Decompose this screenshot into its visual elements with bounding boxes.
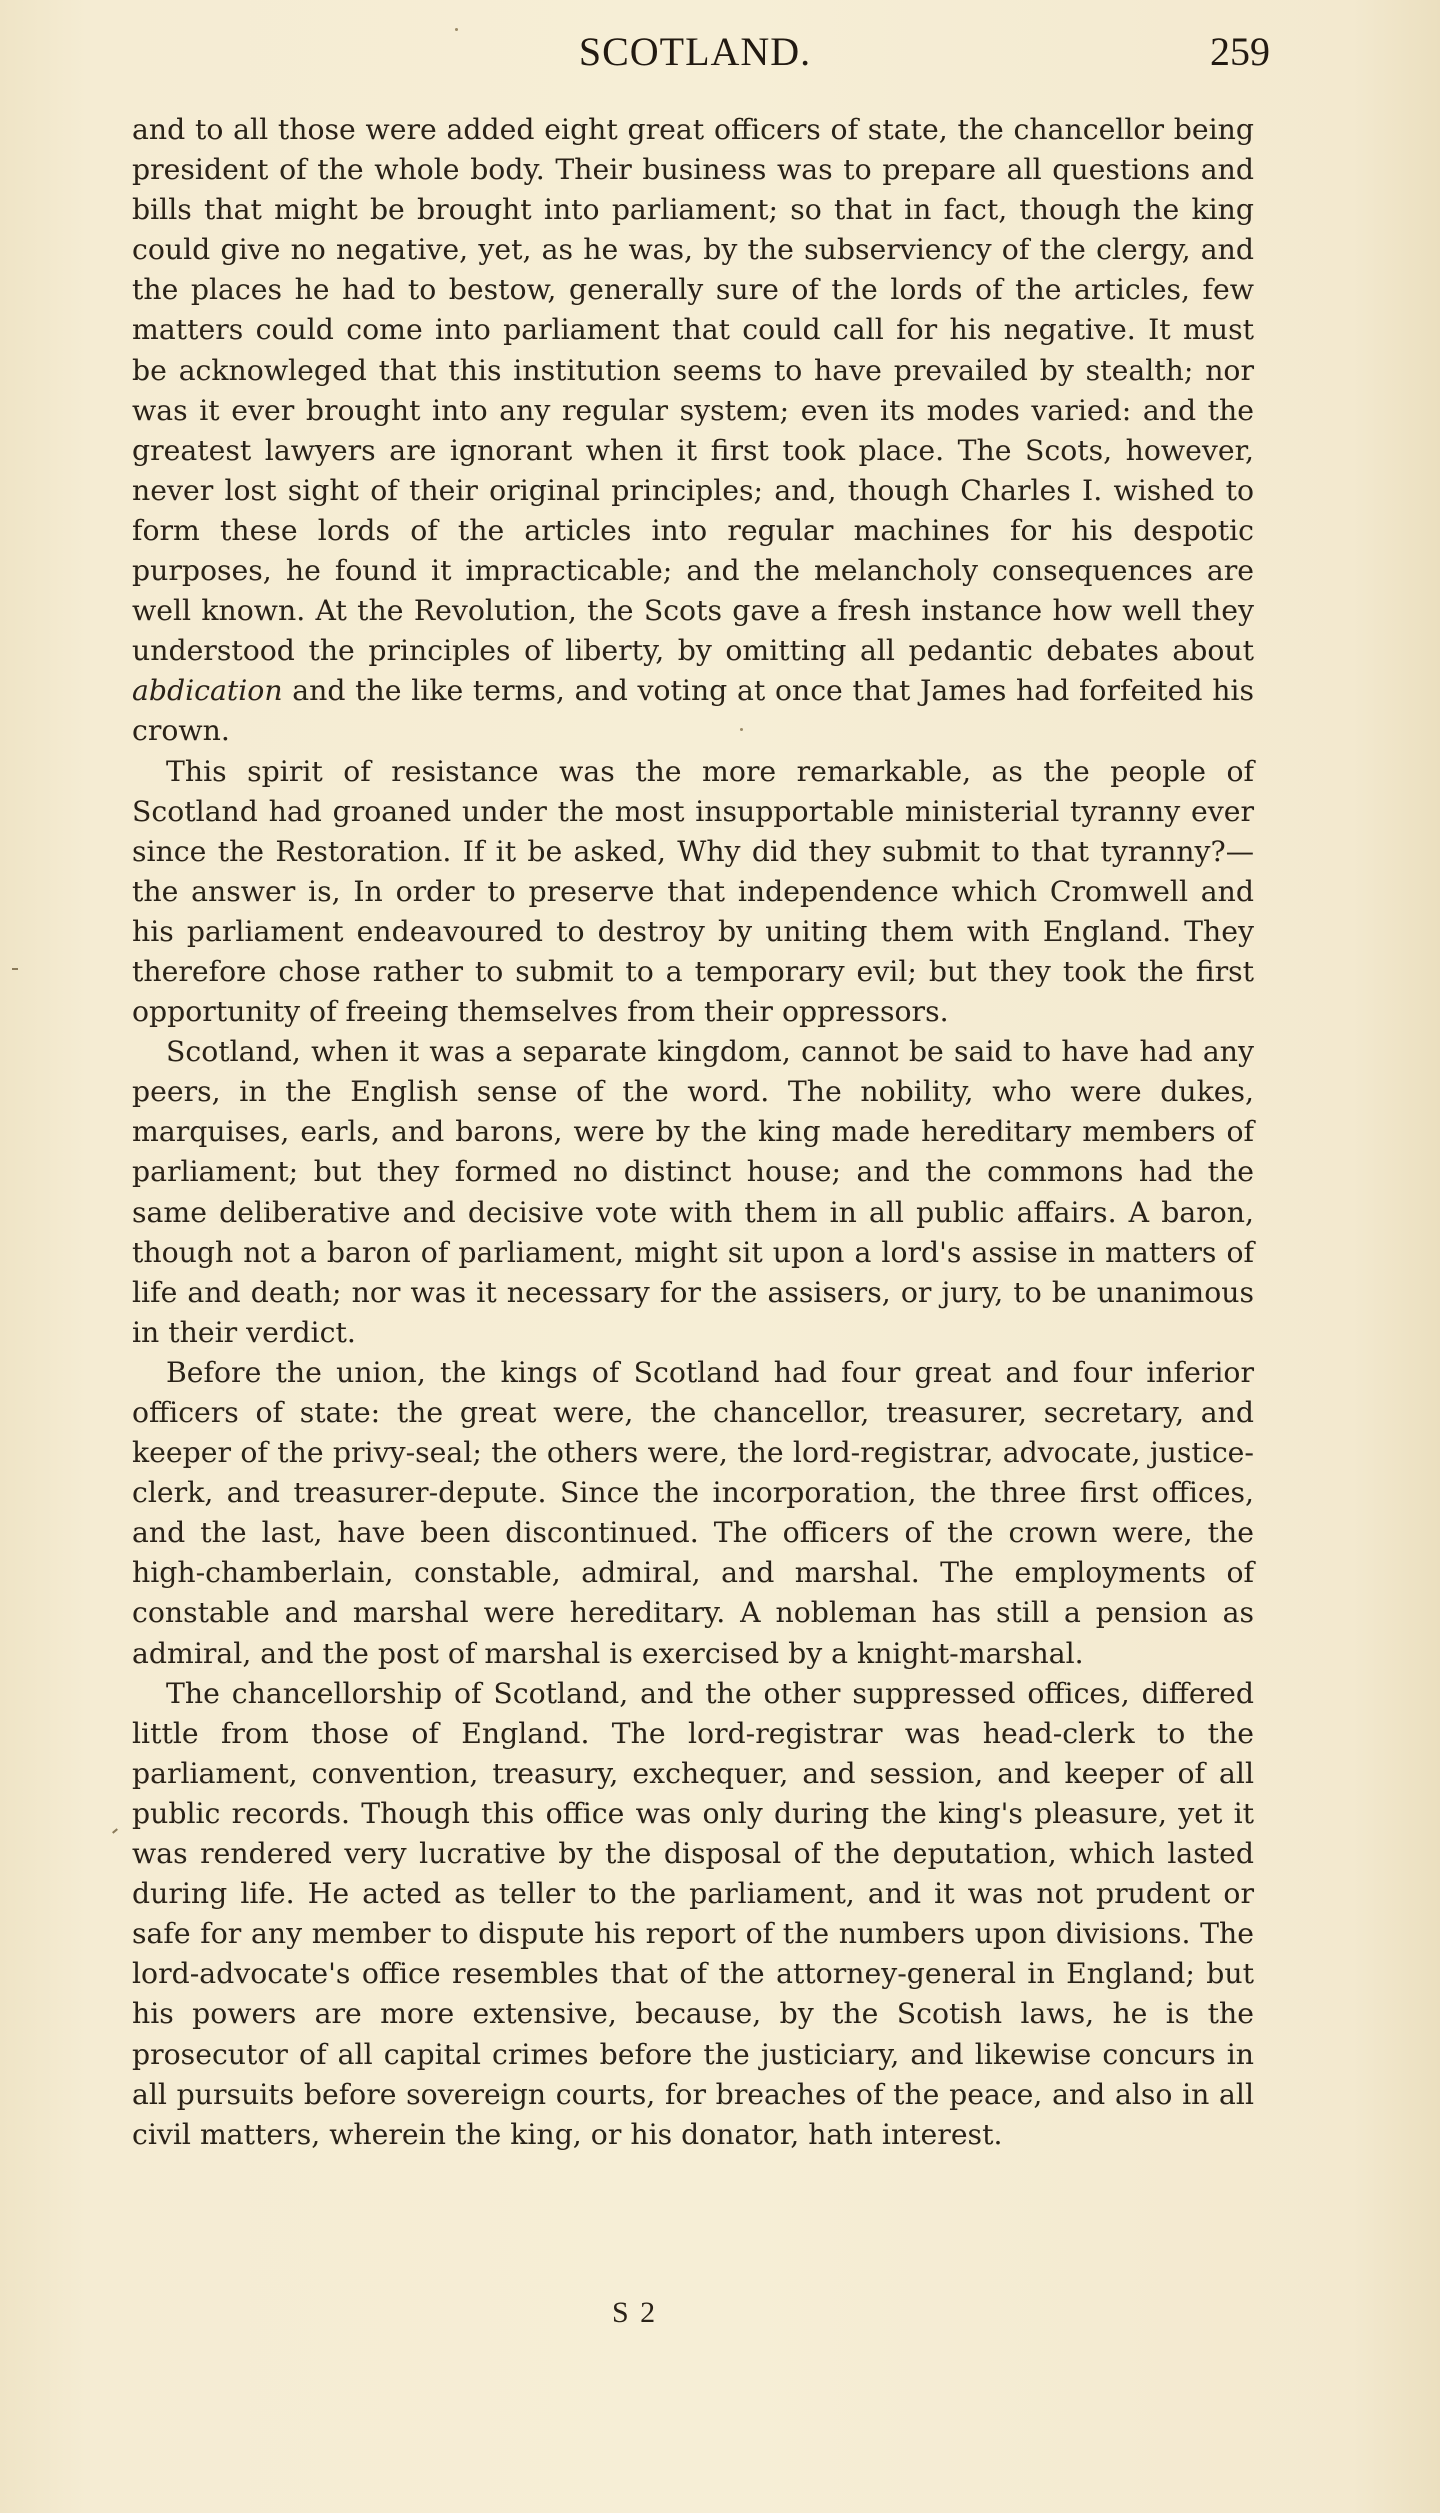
- page-title: SCOTLAND.: [578, 29, 812, 74]
- margin-mark: [12, 968, 18, 970]
- paragraph: Before the union, the kings of Scotland had four great and four inferior officers of state: the great were, the chancellor, treasurer, secretary, and keeper of the privy-seal; the others were, the lord-registrar, advocate, justice-clerk, and treasurer-depute. Since the incorporation, the three first offices, and the last, have been discontinued. The officers of the crown were, the high-chamberlain, constable, admiral, and marshal. The employments of constable and marshal were hereditary. A nobleman has still a pension as admiral, and the post of marshal is exercised by a knight-marshal.: [132, 1355, 1254, 1670]
- ink-speck: [740, 728, 743, 731]
- italic-term: abdication: [132, 674, 283, 708]
- paragraph: The chancellorship of Scotland, and the other suppressed offices, differed little from those of England. The lord-registrar was head-clerk to the parliament, convention, treasury, exchequer, and session, and keeper of all public records. Though this office was only during the king's pleasure, yet it was rendered very lucrative by the disposal of the deputation, which lasted during life. He acted as teller to the parliament, and it was not prudent or safe for any member to dispute his report of the numbers upon divisions. The lord-advocate's office resembles that of the attorney-general in England; but his powers are more extensive, because, by the Scotish laws, he is the prosecutor of all capital crimes before the justiciary, and likewise concurs in all pursuits before sovereign courts, for breaches of the peace, and also in all civil matters, wherein the king, or his donator, hath interest.: [132, 1676, 1254, 2151]
- signature-mark: S 2: [612, 2296, 658, 2329]
- running-head: [120, 28, 1270, 88]
- paragraph-text: and to all those were added eight great officers of state, the chancellor being president of the whole body. Their business was to prepare all questions and bills that might be brought into parliament; so that in fact, though the king could give no negative, yet, as he was, by the subserviency of the clergy, and the places he had to bestow, generally sure of the lords of the articles, few matters could come into parliament that could call for his negative. It must be acknowleged that this institution seems to have prevailed by stealth; nor was it ever brought into any regular system; even its modes varied: and the greatest lawyers are ignorant when it first took place. The Scots, however, never lost sight of their original principles; and, though Charles I. wished to form these lords of the articles into regular machines for his despotic purposes, he found it impracticable; and the melancholy consequences are well known. At the Revolution, the Scots gave a fresh instance how well they understood the principles of liberty, by omitting all pedantic debates about: [132, 113, 1254, 668]
- margin-mark: [112, 1828, 118, 1833]
- paragraph-text-after: and the like terms, and voting at once that James had forfeited his crown.: [132, 674, 1254, 748]
- paragraph-continued: [132, 110, 1254, 752]
- page-number: 259: [1210, 29, 1270, 74]
- paragraph: This spirit of resistance was the more remarkable, as the people of Scotland had groaned under the most insupportable ministerial tyranny ever since the Restoration. If it be asked, Why did they submit to that tyranny?—the answer is, In order to preserve that independence which Cromwell and his parliament endeavoured to destroy by uniting them with England. They therefore chose rather to submit to a temporary evil; but they took the first opportunity of freeing themselves from their oppressors.: [132, 754, 1254, 1029]
- paragraph: Scotland, when it was a separate kingdom, cannot be said to have had any peers, in the English sense of the word. The nobility, who were dukes, marquises, earls, and barons, were by the king made hereditary members of parliament; but they formed no distinct house; and the commons had the same deliberative and decisive vote with them in all public affairs. A baron, though not a baron of parliament, might sit upon a lord's assise in matters of life and death; nor was it necessary for the assisers, or jury, to be unanimous in their verdict.: [132, 1035, 1254, 1349]
- ink-speck: [455, 28, 458, 31]
- body-text: [132, 110, 1254, 2155]
